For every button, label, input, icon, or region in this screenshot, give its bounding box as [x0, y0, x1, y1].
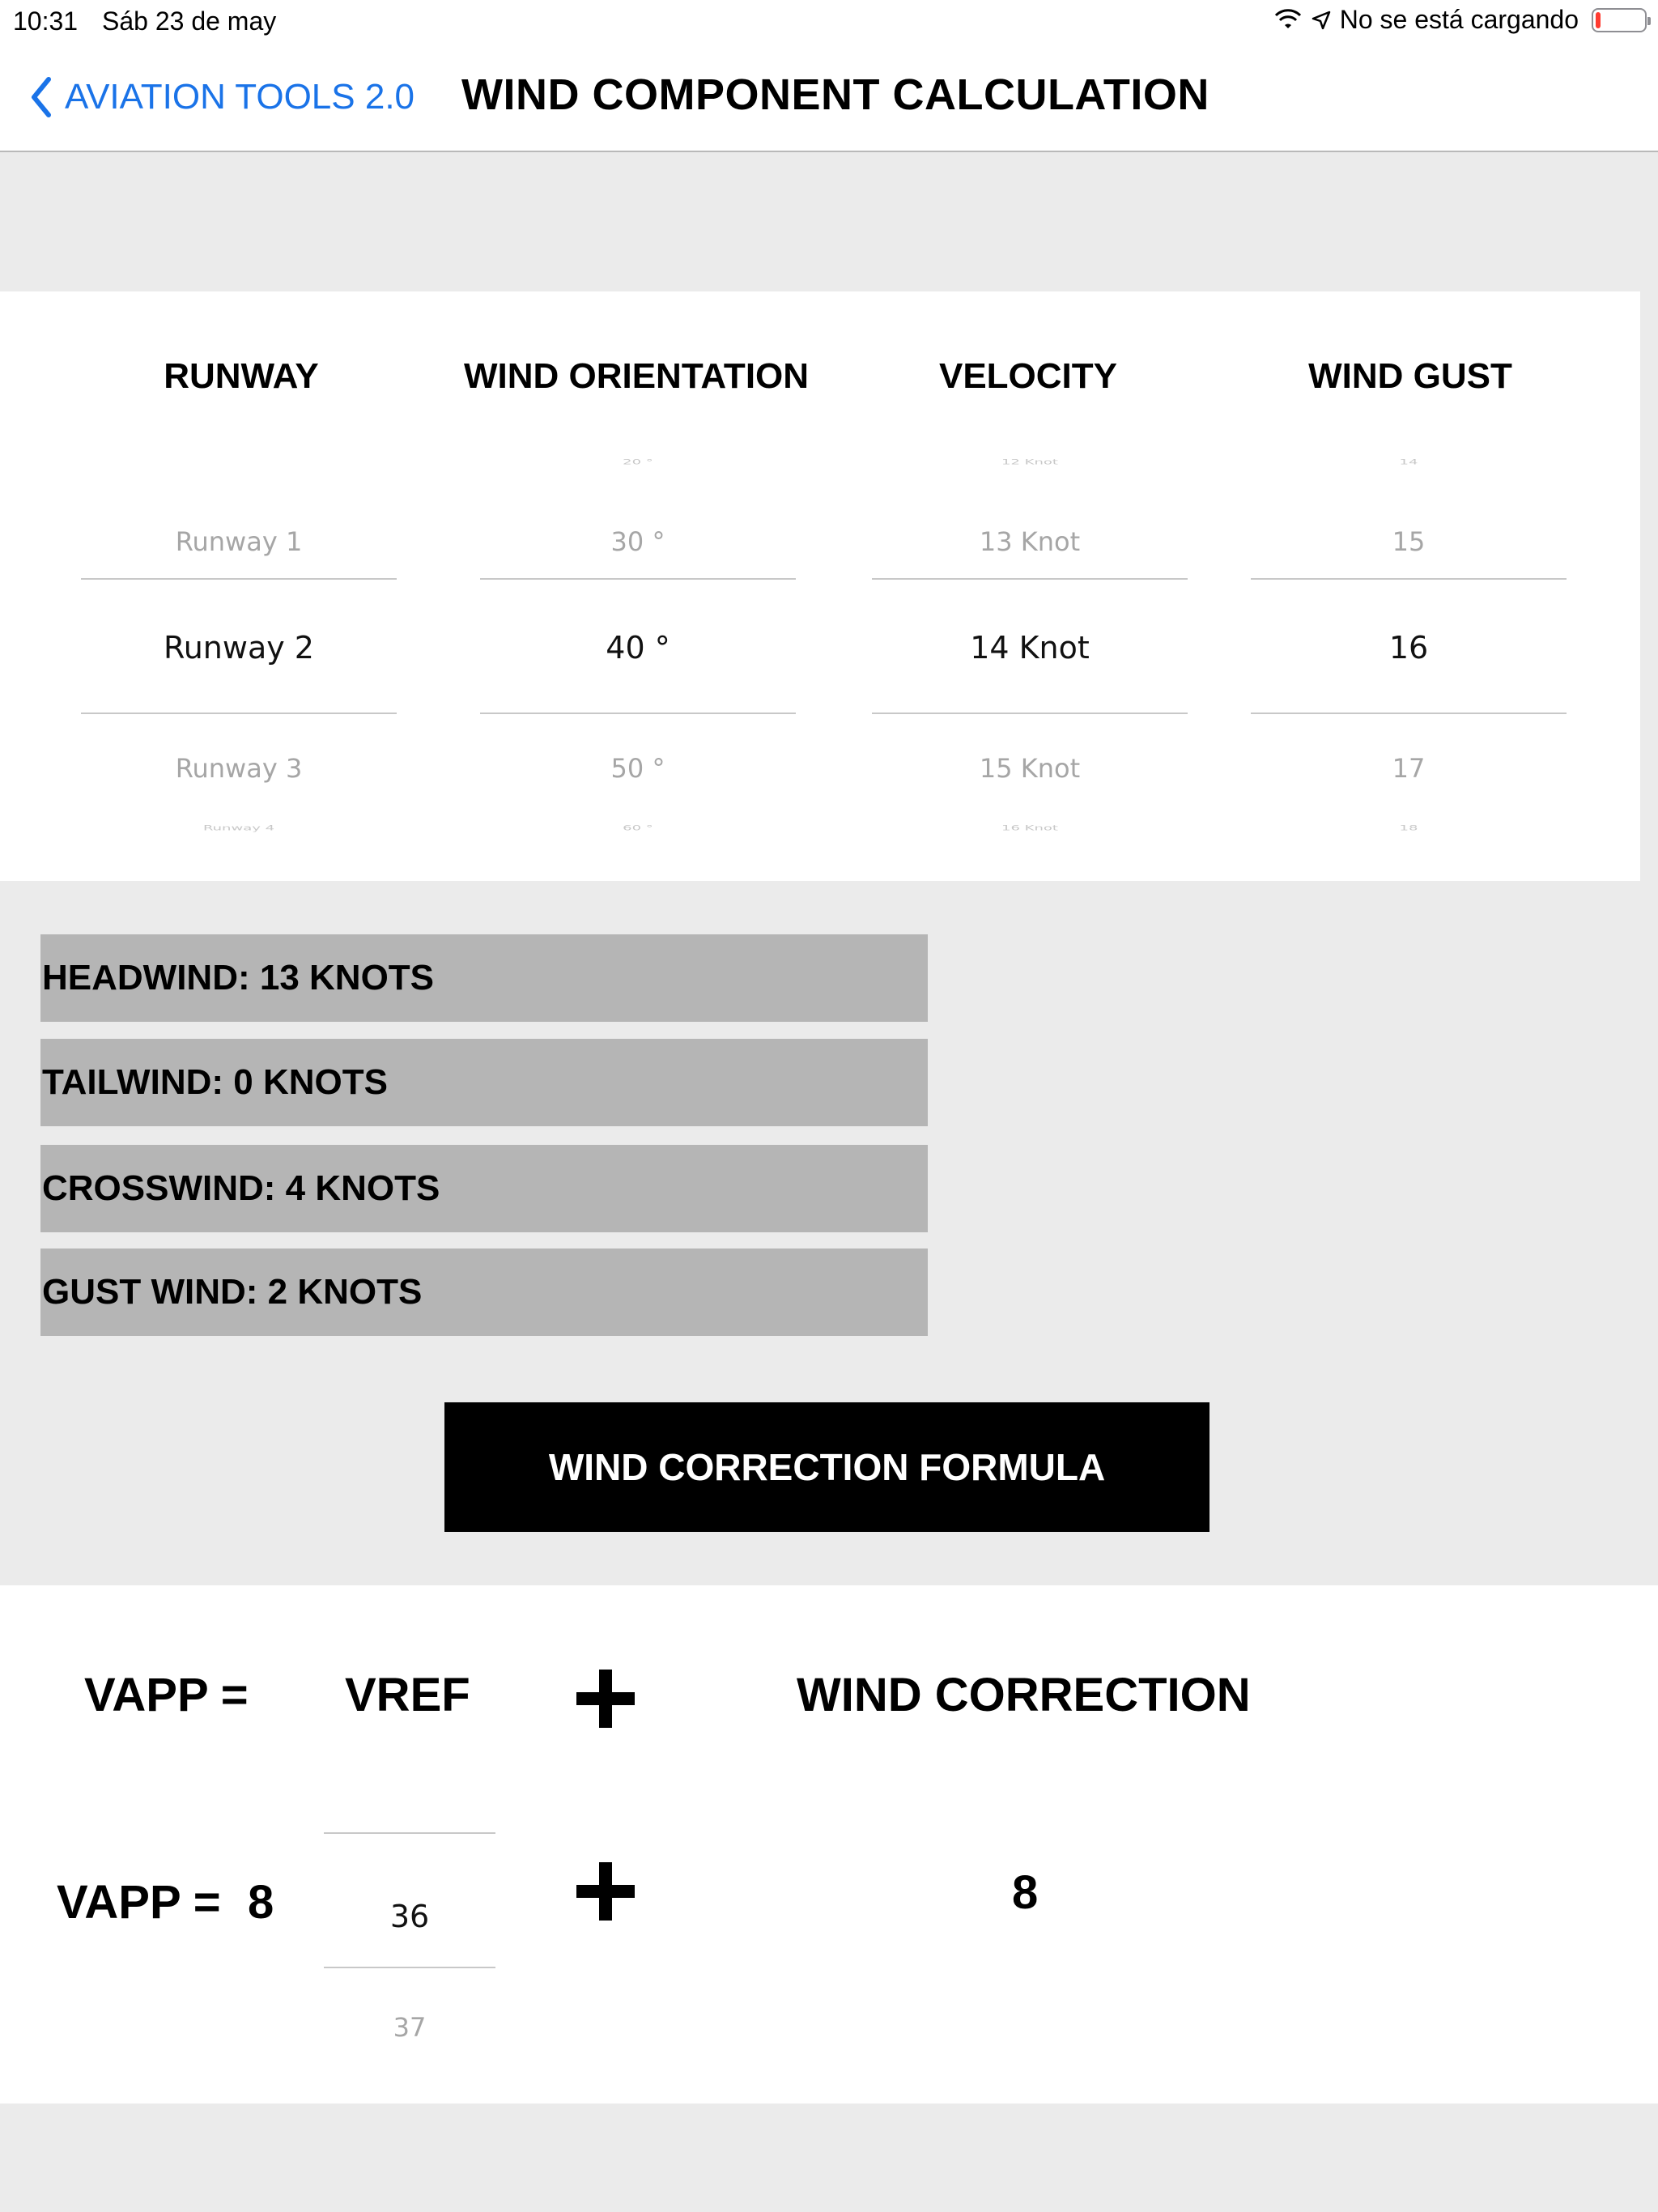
wifi-icon — [1273, 9, 1303, 32]
picker-item[interactable]: 13 Knot — [979, 526, 1081, 557]
vref-next-value[interactable]: 37 — [393, 2012, 427, 2043]
selection-line — [480, 578, 796, 580]
location-arrow-icon — [1311, 10, 1332, 31]
picker-selected-item[interactable]: 16 — [1388, 630, 1429, 666]
charging-status: No se está cargando — [1339, 5, 1579, 34]
selection-line — [480, 713, 796, 714]
vapp-label: VAPP = — [84, 1669, 249, 1721]
picker-item[interactable]: Runway 1 — [175, 526, 303, 557]
picker-item[interactable]: 15 — [1392, 526, 1426, 557]
picker-item[interactable]: 18 — [1399, 823, 1418, 832]
plus-icon — [576, 1862, 635, 1921]
picker-item[interactable]: 12 Knot — [1001, 457, 1058, 466]
vapp-result-label: VAPP = — [57, 1876, 221, 1929]
velocity-picker[interactable] — [872, 453, 1188, 832]
wind-orientation-picker[interactable] — [480, 453, 796, 832]
picker-item[interactable]: 30 ° — [610, 526, 665, 557]
headwind-result: HEADWIND: 13 KNOTS — [40, 934, 928, 1022]
picker-item[interactable]: 50 ° — [610, 753, 665, 784]
header-wind-gust: WIND GUST — [1308, 356, 1512, 396]
formula-panel — [0, 1585, 1658, 2104]
picker-item[interactable]: Runway 4 — [202, 823, 275, 832]
picker-selected-item[interactable]: Runway 2 — [164, 630, 314, 666]
header-runway: RUNWAY — [164, 356, 319, 396]
selection-line — [1251, 578, 1567, 580]
vref-selected-value[interactable]: 36 — [389, 1899, 430, 1934]
selection-line — [81, 578, 397, 580]
status-bar — [0, 0, 1658, 42]
picker-item[interactable]: 15 Knot — [979, 753, 1081, 784]
header-velocity: VELOCITY — [938, 356, 1118, 396]
page-title: WIND COMPONENT CALCULATION — [461, 70, 1209, 119]
back-button[interactable] — [24, 73, 414, 121]
crosswind-result: CROSSWIND: 4 KNOTS — [40, 1145, 928, 1232]
plus-icon — [576, 1670, 635, 1728]
picker-selected-item[interactable]: 40 ° — [606, 630, 670, 666]
status-right — [1273, 5, 1647, 35]
picker-item[interactable]: 16 Knot — [1001, 823, 1058, 832]
wind-correction-value: 8 — [1012, 1866, 1039, 1919]
runway-picker[interactable] — [81, 453, 397, 832]
selection-line — [872, 713, 1188, 714]
wind-correction-formula-button[interactable]: WIND CORRECTION FORMULA — [444, 1402, 1209, 1532]
picker-item[interactable]: 20 ° — [623, 457, 653, 466]
wind-gust-picker[interactable] — [1251, 453, 1567, 832]
vref-label: VREF — [345, 1669, 470, 1721]
selection-line — [324, 1967, 495, 1968]
status-time: 10:31 — [13, 6, 79, 36]
picker-selected-item[interactable]: 14 Knot — [970, 630, 1090, 666]
chevron-left-icon — [24, 73, 60, 121]
wind-picker-panel — [0, 291, 1640, 881]
selection-line — [81, 713, 397, 714]
wind-correction-label: WIND CORRECTION — [797, 1669, 1251, 1721]
status-date: Sáb 23 de may — [102, 6, 277, 36]
vapp-result-value: 8 — [248, 1876, 274, 1929]
vref-picker[interactable] — [324, 1832, 495, 2043]
picker-item[interactable]: 14 — [1399, 457, 1418, 466]
picker-item[interactable]: 17 — [1392, 753, 1426, 784]
gust-wind-result: GUST WIND: 2 KNOTS — [40, 1249, 928, 1336]
back-label: AVIATION TOOLS 2.0 — [65, 77, 415, 117]
selection-line — [324, 1832, 495, 1834]
tailwind-result: TAILWIND: 0 KNOTS — [40, 1039, 928, 1126]
picker-item[interactable]: 60 ° — [623, 823, 653, 832]
navigation-bar — [0, 42, 1658, 152]
battery-icon — [1592, 8, 1647, 32]
picker-item[interactable]: Runway 3 — [175, 753, 303, 784]
selection-line — [872, 578, 1188, 580]
selection-line — [1251, 713, 1567, 714]
header-wind-orientation: WIND ORIENTATION — [463, 356, 810, 396]
